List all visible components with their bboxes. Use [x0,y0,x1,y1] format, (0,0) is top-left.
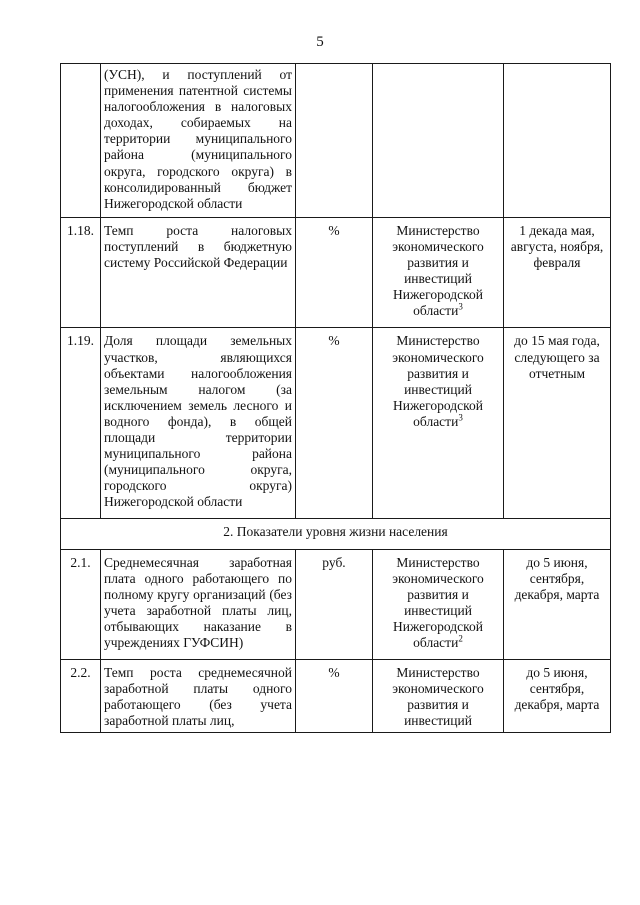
unit-cell: % [296,328,373,519]
date-cell: до 5 июня, сентября, декабря, марта [504,549,611,660]
section-title: 2. Показатели уровня жизни населения [61,519,611,549]
date-cell [504,64,611,218]
source-cell [373,217,504,328]
date-cell: 1 декада мая, августа, ноября, февраля [504,217,611,328]
row-number-cell: 2.1. [61,549,101,660]
indicator-name-cell: Темп роста налоговых поступлений в бюджетную систему Российской Федерации [101,217,296,328]
indicators-table [60,63,611,733]
source-cell [373,64,504,218]
date-cell: до 15 мая года, следующего за отчетным [504,328,611,519]
source-cell [373,328,504,519]
section-header-row [61,519,611,549]
source-text: Министерство экономического развития и инвестиций Нижегородской области [392,333,484,429]
row-number-cell: 1.19. [61,328,101,519]
table-row [61,660,611,733]
source-text: Министерство экономического развития и инвестиций Нижегородской области [392,554,484,650]
unit-cell: % [296,660,373,733]
indicator-name-cell: Доля площади земельных участков, являющихся объектами налогообложения земельным налогом (за исключением земель лесного и водного фонда), в общей площади территории муниципального района (муниципального округа, городского округа) Нижегородской области [101,328,296,519]
unit-cell: руб. [296,549,373,660]
indicator-name-cell: Среднемесячная заработная плата одного работающего по полному кругу организаций (без учета заработной платы лиц, отбывающих наказание в учреждениях ГУФСИН) [101,549,296,660]
indicator-name-cell: (УСН), и поступлений от применения патентной системы налогообложения в налоговых доходах, собираемых на территории муниципального района (муниципального округа, городского округа) в консолидированный бюджет Нижегородской области [101,64,296,218]
row-number-cell: 1.18. [61,217,101,328]
table-row [61,64,611,218]
row-number-cell [61,64,101,218]
table-row [61,328,611,519]
unit-cell [296,64,373,218]
date-cell: до 5 июня, сентября, декабря, марта [504,660,611,733]
indicator-name-cell: Темп роста среднемесячной заработной платы одного работающего (без учета заработной платы лиц, [101,660,296,733]
source-cell: Министерство экономического развития и инвестиций [373,660,504,733]
table-row [61,217,611,328]
source-cell [373,549,504,660]
page-number: 5 [316,34,324,50]
row-number-cell: 2.2. [61,660,101,733]
unit-cell: % [296,217,373,328]
source-text: Министерство экономического развития и инвестиций Нижегородской области [392,222,484,319]
table-row [61,549,611,660]
footnote-mark: 3 [458,301,463,312]
footnote-mark: 3 [458,412,463,423]
footnote-mark: 2 [458,633,463,644]
